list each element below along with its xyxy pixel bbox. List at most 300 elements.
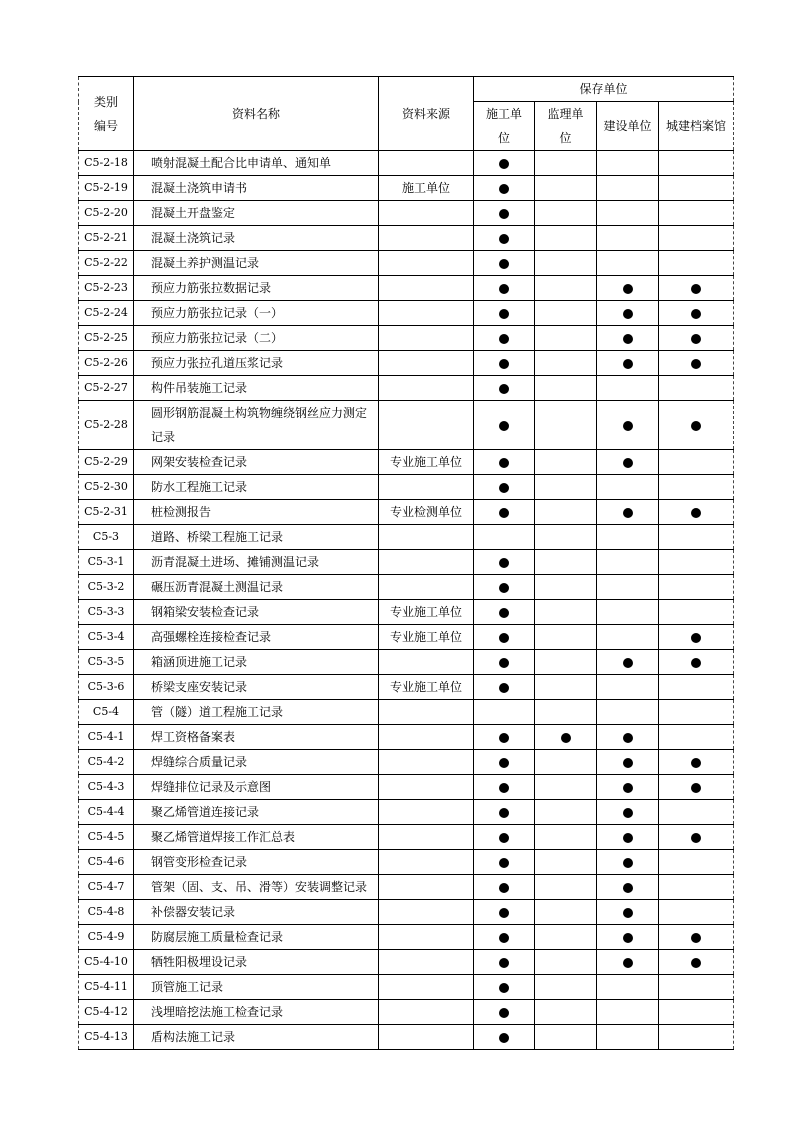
row-doc-source xyxy=(379,201,474,226)
table-row xyxy=(79,226,734,251)
filled-circle-icon xyxy=(499,808,509,818)
row-doc-source xyxy=(379,575,474,600)
mark-cell-supervision xyxy=(535,376,597,401)
row-doc-source xyxy=(379,251,474,276)
mark-cell-archive xyxy=(659,850,734,875)
mark-cell-supervision xyxy=(535,675,597,700)
row-doc-name: 圆形钢筋混凝土构筑物缠绕钢丝应力测定记录 xyxy=(134,401,379,450)
row-code: C5-4-4 xyxy=(79,800,134,825)
mark-cell-supervision xyxy=(535,750,597,775)
row-code: C5-4-7 xyxy=(79,875,134,900)
mark-cell-owner xyxy=(597,500,659,525)
mark-cell-archive xyxy=(659,575,734,600)
mark-cell-supervision xyxy=(535,600,597,625)
row-doc-name: 钢箱梁安装检查记录 xyxy=(134,600,379,625)
row-doc-name: 碾压沥青混凝土测温记录 xyxy=(134,575,379,600)
row-doc-name: 盾构法施工记录 xyxy=(134,1025,379,1050)
mark-cell-owner xyxy=(597,825,659,850)
filled-circle-icon xyxy=(623,733,633,743)
mark-cell-construction xyxy=(474,1025,535,1050)
mark-cell-construction xyxy=(474,825,535,850)
mark-cell-construction xyxy=(474,725,535,750)
mark-cell-supervision xyxy=(535,825,597,850)
mark-cell-supervision xyxy=(535,550,597,575)
filled-circle-icon xyxy=(499,159,509,169)
filled-circle-icon xyxy=(499,908,509,918)
mark-cell-supervision xyxy=(535,625,597,650)
table-row xyxy=(79,950,734,975)
mark-cell-construction xyxy=(474,475,535,500)
filled-circle-icon xyxy=(499,259,509,269)
filled-circle-icon xyxy=(499,1033,509,1043)
mark-cell-owner xyxy=(597,925,659,950)
row-doc-source xyxy=(379,700,474,725)
row-doc-name: 混凝土养护测温记录 xyxy=(134,251,379,276)
filled-circle-icon xyxy=(499,421,509,431)
mark-cell-archive xyxy=(659,276,734,301)
header-category-code xyxy=(79,77,134,151)
mark-cell-owner xyxy=(597,351,659,376)
filled-circle-icon xyxy=(623,458,633,468)
mark-cell-construction xyxy=(474,176,535,201)
filled-circle-icon xyxy=(623,658,633,668)
row-code: C5-2-20 xyxy=(79,201,134,226)
mark-cell-archive xyxy=(659,176,734,201)
row-doc-name: 构件吊装施工记录 xyxy=(134,376,379,401)
mark-cell-owner xyxy=(597,251,659,276)
table-row xyxy=(79,1025,734,1050)
row-doc-source xyxy=(379,276,474,301)
row-code: C5-2-25 xyxy=(79,326,134,351)
row-doc-source xyxy=(379,775,474,800)
filled-circle-icon xyxy=(623,359,633,369)
mark-cell-construction xyxy=(474,900,535,925)
row-doc-name: 混凝土浇筑申请书 xyxy=(134,176,379,201)
row-doc-name: 高强螺栓连接检查记录 xyxy=(134,625,379,650)
mark-cell-supervision xyxy=(535,575,597,600)
mark-cell-construction xyxy=(474,975,535,1000)
mark-cell-owner xyxy=(597,326,659,351)
mark-cell-owner xyxy=(597,700,659,725)
mark-cell-archive xyxy=(659,725,734,750)
row-doc-source: 专业施工单位 xyxy=(379,450,474,475)
row-doc-source xyxy=(379,1000,474,1025)
filled-circle-icon xyxy=(623,783,633,793)
filled-circle-icon xyxy=(499,658,509,668)
row-doc-source xyxy=(379,326,474,351)
mark-cell-supervision xyxy=(535,326,597,351)
mark-cell-owner xyxy=(597,376,659,401)
row-doc-source xyxy=(379,850,474,875)
row-code: C5-2-31 xyxy=(79,500,134,525)
row-doc-source: 专业施工单位 xyxy=(379,625,474,650)
row-doc-name: 补偿器安装记录 xyxy=(134,900,379,925)
row-doc-source xyxy=(379,151,474,176)
filled-circle-icon xyxy=(691,933,701,943)
mark-cell-supervision xyxy=(535,475,597,500)
mark-cell-archive xyxy=(659,450,734,475)
mark-cell-archive xyxy=(659,301,734,326)
filled-circle-icon xyxy=(499,458,509,468)
table-row xyxy=(79,850,734,875)
row-code: C5-2-27 xyxy=(79,376,134,401)
filled-circle-icon xyxy=(499,633,509,643)
mark-cell-owner xyxy=(597,176,659,201)
table-row xyxy=(79,700,734,725)
filled-circle-icon xyxy=(499,1008,509,1018)
row-doc-name: 焊缝排位记录及示意图 xyxy=(134,775,379,800)
row-doc-name: 桥梁支座安装记录 xyxy=(134,675,379,700)
mark-cell-owner xyxy=(597,875,659,900)
row-code: C5-2-22 xyxy=(79,251,134,276)
mark-cell-construction xyxy=(474,401,535,450)
mark-cell-construction xyxy=(474,750,535,775)
filled-circle-icon xyxy=(499,334,509,344)
table-row xyxy=(79,600,734,625)
table-row xyxy=(79,675,734,700)
row-doc-name: 喷射混凝土配合比申请单、通知单 xyxy=(134,151,379,176)
mark-cell-archive xyxy=(659,775,734,800)
row-doc-name: 聚乙烯管道焊接工作汇总表 xyxy=(134,825,379,850)
mark-cell-archive xyxy=(659,750,734,775)
table-row xyxy=(79,975,734,1000)
mark-cell-owner xyxy=(597,850,659,875)
filled-circle-icon xyxy=(623,758,633,768)
row-code: C5-4-12 xyxy=(79,1000,134,1025)
mark-cell-owner xyxy=(597,301,659,326)
mark-cell-supervision xyxy=(535,226,597,251)
mark-cell-owner xyxy=(597,725,659,750)
mark-cell-owner xyxy=(597,575,659,600)
mark-cell-construction xyxy=(474,600,535,625)
filled-circle-icon xyxy=(623,833,633,843)
row-doc-name: 浅埋暗挖法施工检查记录 xyxy=(134,1000,379,1025)
filled-circle-icon xyxy=(499,234,509,244)
mark-cell-construction xyxy=(474,700,535,725)
row-doc-source: 专业施工单位 xyxy=(379,600,474,625)
mark-cell-construction xyxy=(474,301,535,326)
mark-cell-construction xyxy=(474,650,535,675)
row-code: C5-4-6 xyxy=(79,850,134,875)
filled-circle-icon xyxy=(623,908,633,918)
filled-circle-icon xyxy=(691,633,701,643)
header-unit-owner xyxy=(597,102,659,151)
row-doc-source xyxy=(379,875,474,900)
filled-circle-icon xyxy=(499,933,509,943)
row-doc-source xyxy=(379,226,474,251)
filled-circle-icon xyxy=(623,808,633,818)
filled-circle-icon xyxy=(499,833,509,843)
header-doc-name: 资料名称 xyxy=(134,77,379,151)
table-row xyxy=(79,875,734,900)
row-doc-source xyxy=(379,525,474,550)
mark-cell-supervision xyxy=(535,1025,597,1050)
mark-cell-supervision xyxy=(535,500,597,525)
row-doc-name: 焊缝综合质量记录 xyxy=(134,750,379,775)
filled-circle-icon xyxy=(499,958,509,968)
row-code: C5-2-23 xyxy=(79,276,134,301)
mark-cell-archive xyxy=(659,550,734,575)
row-code: C5-2-30 xyxy=(79,475,134,500)
header-unit-archive-text: 城建档案馆 xyxy=(666,119,727,133)
mark-cell-supervision xyxy=(535,875,597,900)
table-row xyxy=(79,450,734,475)
mark-cell-supervision xyxy=(535,1000,597,1025)
mark-cell-archive xyxy=(659,700,734,725)
row-code: C5-4 xyxy=(79,700,134,725)
mark-cell-supervision xyxy=(535,850,597,875)
mark-cell-archive xyxy=(659,151,734,176)
mark-cell-archive xyxy=(659,675,734,700)
row-doc-source xyxy=(379,376,474,401)
mark-cell-owner xyxy=(597,550,659,575)
row-doc-name: 管（隧）道工程施工记录 xyxy=(134,700,379,725)
mark-cell-owner xyxy=(597,950,659,975)
mark-cell-archive xyxy=(659,326,734,351)
row-doc-source xyxy=(379,351,474,376)
header-unit-supervision-text: 监理单 位 xyxy=(547,107,584,145)
mark-cell-archive xyxy=(659,925,734,950)
row-doc-source xyxy=(379,650,474,675)
mark-cell-supervision xyxy=(535,925,597,950)
row-code: C5-4-5 xyxy=(79,825,134,850)
row-code: C5-3-6 xyxy=(79,675,134,700)
row-doc-name: 防腐层施工质量检查记录 xyxy=(134,925,379,950)
filled-circle-icon xyxy=(623,309,633,319)
mark-cell-archive xyxy=(659,625,734,650)
row-doc-name: 箱涵顶进施工记录 xyxy=(134,650,379,675)
filled-circle-icon xyxy=(499,758,509,768)
mark-cell-construction xyxy=(474,450,535,475)
filled-circle-icon xyxy=(499,583,509,593)
row-code: C5-4-13 xyxy=(79,1025,134,1050)
row-doc-name: 混凝土浇筑记录 xyxy=(134,226,379,251)
mark-cell-supervision xyxy=(535,201,597,226)
mark-cell-supervision xyxy=(535,151,597,176)
header-unit-owner-text: 建设单位 xyxy=(603,119,652,133)
mark-cell-construction xyxy=(474,201,535,226)
row-doc-name: 预应力筋张拉数据记录 xyxy=(134,276,379,301)
mark-cell-owner xyxy=(597,600,659,625)
header-unit-supervision xyxy=(535,102,597,151)
filled-circle-icon xyxy=(691,284,701,294)
mark-cell-construction xyxy=(474,276,535,301)
row-doc-name: 聚乙烯管道连接记录 xyxy=(134,800,379,825)
mark-cell-owner xyxy=(597,151,659,176)
row-doc-name: 钢管变形检查记录 xyxy=(134,850,379,875)
row-code: C5-3-5 xyxy=(79,650,134,675)
table-row xyxy=(79,750,734,775)
mark-cell-supervision xyxy=(535,700,597,725)
table-row xyxy=(79,625,734,650)
filled-circle-icon xyxy=(691,658,701,668)
row-doc-source xyxy=(379,900,474,925)
row-code: C5-3-4 xyxy=(79,625,134,650)
row-doc-source xyxy=(379,825,474,850)
mark-cell-owner xyxy=(597,475,659,500)
row-doc-source: 施工单位 xyxy=(379,176,474,201)
row-code: C5-3-1 xyxy=(79,550,134,575)
mark-cell-construction xyxy=(474,800,535,825)
mark-cell-owner xyxy=(597,525,659,550)
header-unit-construction xyxy=(474,102,535,151)
filled-circle-icon xyxy=(499,783,509,793)
row-doc-source xyxy=(379,800,474,825)
table-row xyxy=(79,376,734,401)
mark-cell-owner xyxy=(597,1025,659,1050)
row-code: C5-4-11 xyxy=(79,975,134,1000)
row-doc-source xyxy=(379,1025,474,1050)
row-doc-name: 管架（固、支、吊、滑等）安装调整记录 xyxy=(134,875,379,900)
mark-cell-construction xyxy=(474,550,535,575)
table-row xyxy=(79,775,734,800)
table-row xyxy=(79,326,734,351)
mark-cell-archive xyxy=(659,376,734,401)
mark-cell-owner xyxy=(597,775,659,800)
table-row xyxy=(79,201,734,226)
mark-cell-construction xyxy=(474,575,535,600)
table-row xyxy=(79,525,734,550)
mark-cell-owner xyxy=(597,800,659,825)
table-row xyxy=(79,825,734,850)
row-doc-source xyxy=(379,401,474,450)
mark-cell-supervision xyxy=(535,176,597,201)
mark-cell-owner xyxy=(597,975,659,1000)
mark-cell-supervision xyxy=(535,276,597,301)
mark-cell-supervision xyxy=(535,351,597,376)
mark-cell-construction xyxy=(474,850,535,875)
mark-cell-supervision xyxy=(535,800,597,825)
mark-cell-construction xyxy=(474,326,535,351)
row-code: C5-2-18 xyxy=(79,151,134,176)
row-code: C5-2-26 xyxy=(79,351,134,376)
mark-cell-owner xyxy=(597,226,659,251)
filled-circle-icon xyxy=(623,334,633,344)
mark-cell-construction xyxy=(474,625,535,650)
table-row xyxy=(79,475,734,500)
header-category-code-text: 类别 编号 xyxy=(93,94,118,133)
row-doc-name: 顶管施工记录 xyxy=(134,975,379,1000)
filled-circle-icon xyxy=(499,284,509,294)
filled-circle-icon xyxy=(499,883,509,893)
document-sheet xyxy=(78,76,733,1050)
row-doc-name: 预应力筋张拉记录（一） xyxy=(134,301,379,326)
table-row xyxy=(79,500,734,525)
mark-cell-construction xyxy=(474,775,535,800)
mark-cell-owner xyxy=(597,750,659,775)
row-doc-name: 沥青混凝土进场、摊铺测温记录 xyxy=(134,550,379,575)
filled-circle-icon xyxy=(499,733,509,743)
mark-cell-archive xyxy=(659,351,734,376)
row-code: C5-4-10 xyxy=(79,950,134,975)
header-storage-group: 保存单位 xyxy=(474,77,734,102)
row-code: C5-2-21 xyxy=(79,226,134,251)
row-doc-source xyxy=(379,750,474,775)
filled-circle-icon xyxy=(691,421,701,431)
filled-circle-icon xyxy=(499,608,509,618)
mark-cell-archive xyxy=(659,401,734,450)
mark-cell-construction xyxy=(474,525,535,550)
archive-table xyxy=(78,76,734,1050)
mark-cell-archive xyxy=(659,251,734,276)
filled-circle-icon xyxy=(499,983,509,993)
table-row xyxy=(79,276,734,301)
row-code: C5-3-2 xyxy=(79,575,134,600)
filled-circle-icon xyxy=(499,384,509,394)
row-doc-source xyxy=(379,550,474,575)
row-code: C5-4-9 xyxy=(79,925,134,950)
table-row xyxy=(79,925,734,950)
mark-cell-supervision xyxy=(535,525,597,550)
table-row xyxy=(79,1000,734,1025)
filled-circle-icon xyxy=(499,209,509,219)
table-row xyxy=(79,725,734,750)
row-doc-name: 焊工资格备案表 xyxy=(134,725,379,750)
mark-cell-supervision xyxy=(535,975,597,1000)
row-code: C5-2-29 xyxy=(79,450,134,475)
mark-cell-archive xyxy=(659,475,734,500)
filled-circle-icon xyxy=(499,508,509,518)
mark-cell-construction xyxy=(474,151,535,176)
mark-cell-supervision xyxy=(535,950,597,975)
table-row xyxy=(79,575,734,600)
mark-cell-archive xyxy=(659,201,734,226)
filled-circle-icon xyxy=(691,783,701,793)
row-code: C5-2-28 xyxy=(79,401,134,450)
mark-cell-construction xyxy=(474,226,535,251)
filled-circle-icon xyxy=(499,858,509,868)
row-code: C5-4-3 xyxy=(79,775,134,800)
row-code: C5-3 xyxy=(79,525,134,550)
mark-cell-supervision xyxy=(535,251,597,276)
filled-circle-icon xyxy=(623,958,633,968)
row-code: C5-4-2 xyxy=(79,750,134,775)
mark-cell-construction xyxy=(474,1000,535,1025)
mark-cell-construction xyxy=(474,950,535,975)
row-code: C5-2-24 xyxy=(79,301,134,326)
mark-cell-supervision xyxy=(535,450,597,475)
mark-cell-supervision xyxy=(535,650,597,675)
table-row xyxy=(79,151,734,176)
filled-circle-icon xyxy=(623,858,633,868)
mark-cell-owner xyxy=(597,276,659,301)
table-row xyxy=(79,900,734,925)
table-row xyxy=(79,251,734,276)
row-doc-name: 防水工程施工记录 xyxy=(134,475,379,500)
filled-circle-icon xyxy=(499,558,509,568)
row-doc-source xyxy=(379,925,474,950)
mark-cell-owner xyxy=(597,650,659,675)
row-doc-name: 网架安装检查记录 xyxy=(134,450,379,475)
mark-cell-supervision xyxy=(535,725,597,750)
mark-cell-construction xyxy=(474,925,535,950)
header-doc-source: 资料来源 xyxy=(379,77,474,151)
mark-cell-owner xyxy=(597,900,659,925)
filled-circle-icon xyxy=(691,758,701,768)
filled-circle-icon xyxy=(691,958,701,968)
row-doc-source: 专业检测单位 xyxy=(379,500,474,525)
mark-cell-archive xyxy=(659,500,734,525)
filled-circle-icon xyxy=(623,284,633,294)
mark-cell-construction xyxy=(474,376,535,401)
filled-circle-icon xyxy=(623,883,633,893)
mark-cell-owner xyxy=(597,450,659,475)
row-doc-name: 桩检测报告 xyxy=(134,500,379,525)
mark-cell-owner xyxy=(597,1000,659,1025)
row-doc-source xyxy=(379,950,474,975)
filled-circle-icon xyxy=(691,334,701,344)
mark-cell-archive xyxy=(659,950,734,975)
